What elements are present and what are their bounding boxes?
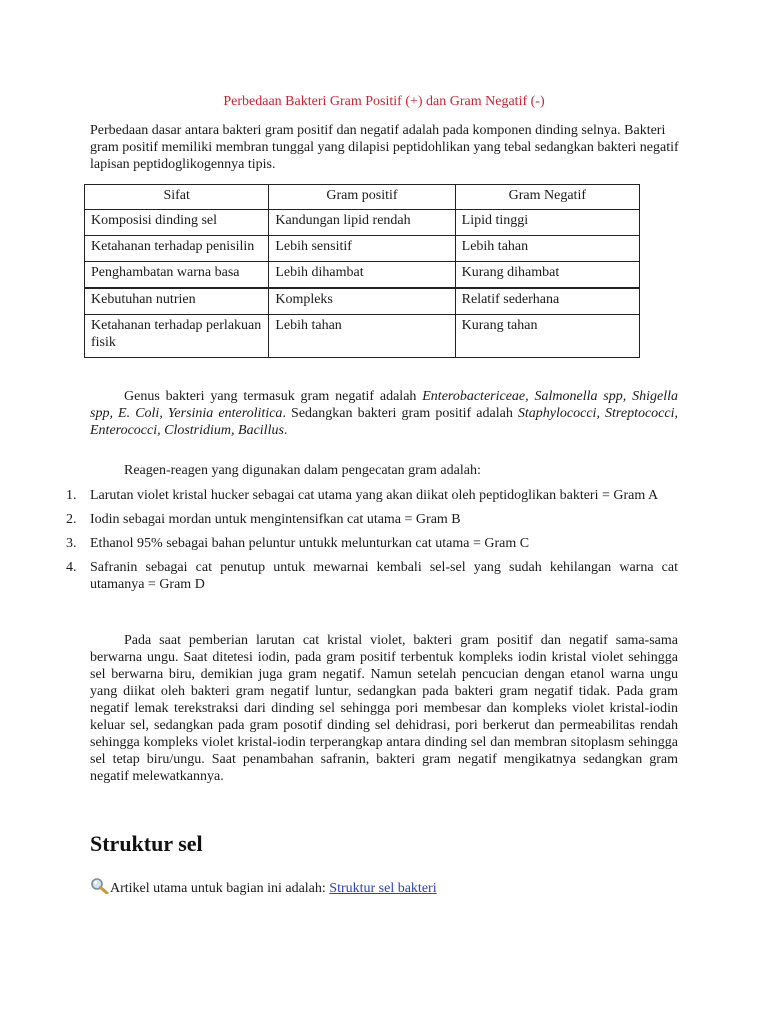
genus-positive-list: Staphylococci, Streptococci, Enterococci, Clostridium, Bacillus bbox=[90, 406, 679, 438]
table-row bbox=[85, 236, 640, 262]
list-number: 3. bbox=[66, 536, 77, 551]
list-number: 1. bbox=[66, 488, 77, 503]
list-text: Larutan violet kristal hucker sebagai cat utama yang akan diikat oleh peptidoglikan bakteri = Gram A bbox=[90, 488, 659, 503]
table-cell: Relatif sederhana bbox=[455, 288, 639, 315]
table-row bbox=[85, 210, 640, 236]
table-cell: Lebih tahan bbox=[269, 315, 455, 358]
table-cell: Ketahanan terhadap perlakuan fisik bbox=[85, 315, 269, 358]
list-number: 2. bbox=[66, 512, 77, 527]
table-header: Gram positif bbox=[269, 185, 455, 210]
table-header: Sifat bbox=[85, 185, 269, 210]
table-cell: Kebutuhan nutrien bbox=[85, 288, 269, 315]
intro-paragraph: Perbedaan dasar antara bakteri gram positif dan negatif adalah pada komponen dinding selnya. Bakteri gram positif memiliki membran tunggal yang dilapisi peptidohlikan yang tebal sedangkan bakteri negatif lapisan peptidoglikogennya tipis. bbox=[90, 123, 679, 172]
genus-text: Genus bakteri yang termasuk gram negatif adalah bbox=[124, 389, 423, 404]
comparison-table bbox=[84, 184, 640, 358]
main-article-note bbox=[90, 878, 437, 897]
magnifier-icon bbox=[90, 878, 110, 894]
table-cell: Kurang tahan bbox=[455, 315, 639, 358]
list-item bbox=[66, 511, 678, 528]
table-cell: Ketahanan terhadap penisilin bbox=[85, 236, 269, 262]
gram-stain-paragraph: Pada saat pemberian larutan cat kristal violet, bakteri gram positif dan negatif sama-sama berwarna ungu. Saat ditetesi iodin, pada gram positif terbentuk kompleks iodin kristal violet sehingga sel berwarna biru, demikian juga gram negatif. Namun setelah pencucian dengan etanol warna ungu yang diikat oleh bakteri gram negatif luntur, sedangkan pada bakteri gram negatif tidak. Pada gram negatif lemak terekstraksi dari dinding sel sehingga pori membesar dan kompleks violet kristal-iodin keluar sel, sedangkan pada gram posotif dinding sel dehidrasi, pori berkerut dan permeabilitas rendah sehingga kompleks violet kristal-iodin terperangkap antara dinding sel dan membran sitoplasm sehingga sel tetap biru/ungu. Saat penambahan safranin, bakteri gram negatif mengikatnya sedangkan gram negatif melewatkannya. bbox=[90, 633, 678, 784]
table-cell: Kurang dihambat bbox=[455, 262, 639, 289]
reagen-intro: Reagen-reagen yang digunakan dalam pengecatan gram adalah: bbox=[124, 463, 481, 478]
list-text: Safranin sebagai cat penutup untuk mewarnai kembali sel-sel yang sudah kehilangan warna cat utamanya = Gram D bbox=[90, 560, 678, 592]
page-title: Perbedaan Bakteri Gram Positif (+) dan Gram Negatif (-) bbox=[223, 94, 545, 109]
table-cell: Lebih sensitif bbox=[269, 236, 455, 262]
article-link[interactable]: Struktur sel bakteri bbox=[329, 881, 437, 896]
section-heading: Struktur sel bbox=[90, 831, 203, 856]
table-cell: Lipid tinggi bbox=[455, 210, 639, 236]
reagen-list bbox=[66, 487, 678, 600]
table-cell: Lebih dihambat bbox=[269, 262, 455, 289]
table-row bbox=[85, 315, 640, 358]
table-cell: Penghambatan warna basa bbox=[85, 262, 269, 289]
list-number: 4. bbox=[66, 560, 77, 575]
table-cell: Komposisi dinding sel bbox=[85, 210, 269, 236]
table-header: Gram Negatif bbox=[455, 185, 639, 210]
article-note-text: Artikel utama untuk bagian ini adalah: bbox=[110, 881, 330, 896]
table-cell: Kompleks bbox=[269, 288, 455, 315]
genus-paragraph bbox=[90, 388, 678, 439]
table-cell: Kandungan lipid rendah bbox=[269, 210, 455, 236]
list-text: Iodin sebagai mordan untuk mengintensifkan cat utama = Gram B bbox=[90, 512, 461, 527]
table-header-row bbox=[85, 185, 640, 210]
table-cell: Lebih tahan bbox=[455, 236, 639, 262]
genus-text: . bbox=[283, 423, 288, 438]
list-item bbox=[66, 535, 678, 552]
list-item bbox=[66, 559, 678, 593]
table-row bbox=[85, 288, 640, 315]
list-item bbox=[66, 487, 678, 504]
genus-text: . Sedangkan bakteri gram positif adalah bbox=[282, 406, 518, 421]
list-text: Ethanol 95% sebagai bahan peluntur untukk melunturkan cat utama = Gram C bbox=[90, 536, 530, 551]
genus-negative-list: Enterobactericeae, Salmonella spp, Shigella spp, E. Coli, Yersinia enterolitica bbox=[90, 389, 678, 421]
table-row bbox=[85, 262, 640, 289]
